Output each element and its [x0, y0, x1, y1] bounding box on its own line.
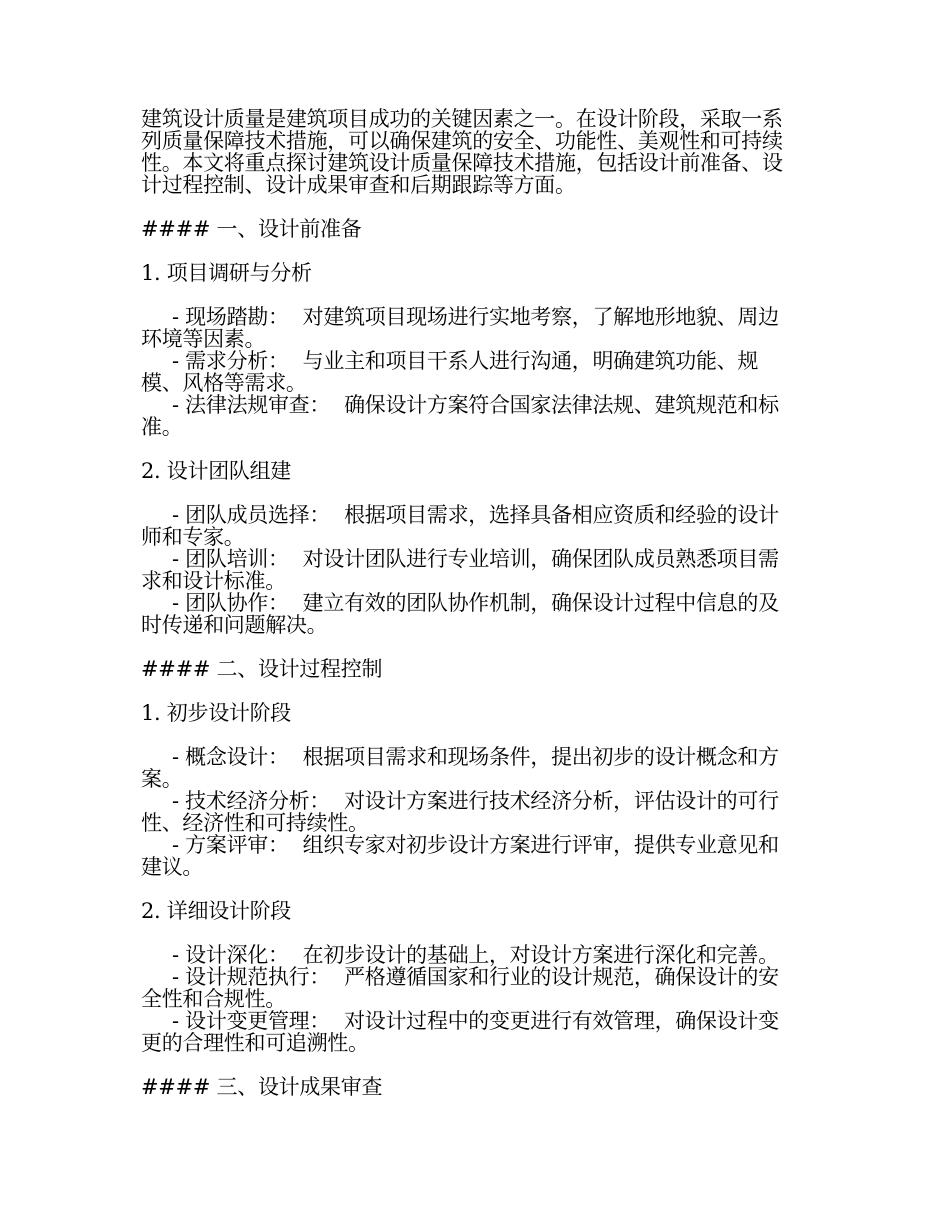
bullet-dash: -: [172, 547, 186, 571]
item-label: 设计变更管理：: [185, 1009, 331, 1033]
bullet-dash: -: [172, 745, 186, 769]
bullet-list: [141, 944, 793, 1054]
bullet-dash: -: [172, 503, 186, 527]
list-item: [141, 504, 793, 548]
item-label: 设计深化：: [185, 943, 289, 967]
subsection-title: 1. 初步设计阶段: [141, 701, 292, 725]
item-description: 与业主和项目干系人进行沟通，明确建筑功能、规模、风格等需求。: [141, 349, 759, 395]
item-description: 根据项目需求和现场条件，提出初步的设计概念和方案。: [141, 745, 779, 791]
bullet-dash: -: [172, 965, 186, 989]
bullet-dash: -: [172, 393, 186, 417]
bullet-dash: -: [172, 349, 186, 373]
item-description: 建立有效的团队协作机制，确保设计过程中信息的及时传递和问题解决。: [141, 591, 779, 637]
item-description: 在初步设计的基础上，对设计方案进行深化和完善。: [302, 943, 779, 967]
item-description: 对设计团队进行专业培训，确保团队成员熟悉项目需求和设计标准。: [141, 547, 779, 593]
item-description: 对设计方案进行技术经济分析，评估设计的可行性、经济性和可持续性。: [141, 789, 779, 835]
list-item: [141, 350, 793, 394]
item-description: 对建筑项目现场进行实地考察，了解地形地貌、周边环境等因素。: [141, 305, 779, 351]
item-label: 团队成员选择：: [185, 503, 331, 527]
bullet-dash: -: [172, 943, 186, 967]
bullet-list: [141, 746, 793, 878]
bullet-dash: -: [172, 1009, 186, 1033]
item-label: 方案评审：: [185, 833, 289, 857]
list-item: [141, 592, 793, 636]
item-description: 组织专家对初步设计方案进行评审，提供专业意见和建议。: [141, 833, 779, 879]
section-1: [141, 218, 793, 636]
list-item: [141, 548, 793, 592]
item-label: 需求分析：: [185, 349, 289, 373]
item-label: 技术经济分析：: [185, 789, 331, 813]
item-label: 概念设计：: [185, 745, 289, 769]
item-label: 现场踏勘：: [185, 305, 289, 329]
subsection-title: 2. 详细设计阶段: [141, 899, 292, 923]
section-3: [141, 1076, 793, 1098]
item-description: 根据项目需求，选择具备相应资质和经验的设计师和专家。: [141, 503, 779, 549]
section-heading: #### 二、设计过程控制: [141, 657, 383, 681]
list-item: [141, 746, 793, 790]
bullet-dash: -: [172, 305, 186, 329]
section-heading: #### 三、设计成果审查: [141, 1075, 383, 1099]
bullet-dash: -: [172, 591, 186, 615]
item-description: 严格遵循国家和行业的设计规范，确保设计的安全性和合规性。: [141, 965, 779, 1011]
bullet-list: [141, 306, 793, 438]
subsection-title: 2. 设计团队组建: [141, 459, 292, 483]
list-item: [141, 966, 793, 1010]
list-item: [141, 944, 793, 966]
list-item: [141, 306, 793, 350]
subsection-title: 1. 项目调研与分析: [141, 261, 312, 285]
item-label: 团队培训：: [185, 547, 289, 571]
item-description: 对设计过程中的变更进行有效管理，确保设计变更的合理性和可追溯性。: [141, 1009, 779, 1055]
section-2: [141, 658, 793, 1054]
bullet-dash: -: [172, 833, 186, 857]
list-item: [141, 790, 793, 834]
list-item: [141, 1010, 793, 1054]
list-item: [141, 394, 793, 438]
item-label: 设计规范执行：: [185, 965, 331, 989]
item-description: 确保设计方案符合国家法律法规、建筑规范和标准。: [141, 393, 779, 439]
bullet-dash: -: [172, 789, 186, 813]
item-label: 法律法规审查：: [185, 393, 331, 417]
section-heading: #### 一、设计前准备: [141, 217, 362, 241]
item-label: 团队协作：: [185, 591, 289, 615]
bullet-list: [141, 504, 793, 636]
list-item: [141, 834, 793, 878]
document-page: [141, 108, 793, 1120]
intro-paragraph: 建筑设计质量是建筑项目成功的关键因素之一。在设计阶段，采取一系列质量保障技术措施，可以确保建筑的安全、功能性、美观性和可持续性。本文将重点探讨建筑设计质量保障技术措施，包括设计前准备、设计过程控制、设计成果审查和后期跟踪等方面。: [141, 107, 783, 197]
